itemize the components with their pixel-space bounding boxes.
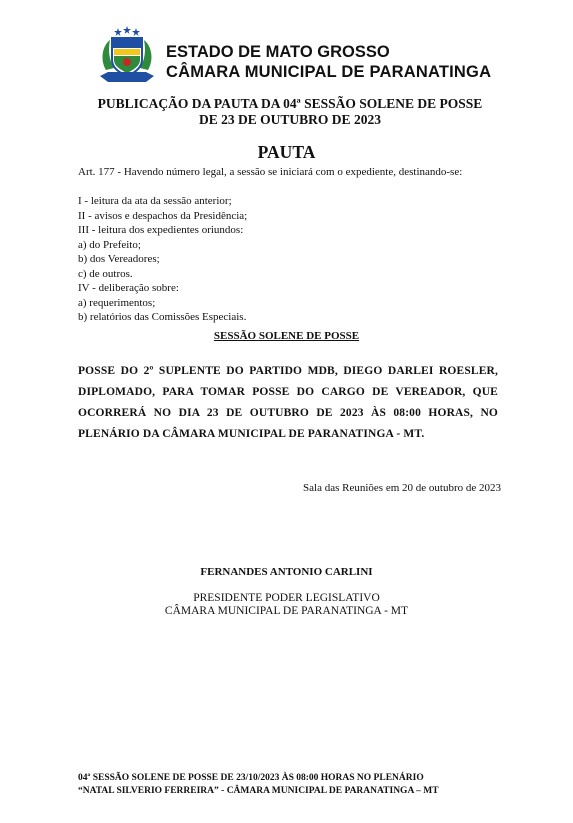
header-state-name: ESTADO DE MATO GROSSO — [166, 43, 390, 61]
list-item: III - leitura dos expedientes oriundos: — [78, 224, 244, 236]
list-item: IV - deliberação sobre: — [78, 282, 179, 294]
footer-line2: “NATAL SILVERIO FERREIRA” - CÂMARA MUNICIPAL DE PARANATINGA – MT — [78, 786, 439, 796]
signer-name: FERNANDES ANTONIO CARLINI — [200, 566, 373, 578]
list-item: a) do Prefeito; — [78, 238, 141, 251]
signer-institution: CÂMARA MUNICIPAL DE PARANATINGA - MT — [164, 605, 409, 617]
signer-role: PRESIDENTE PODER LEGISLATIVO — [193, 592, 380, 604]
list-item: c) de outros. — [78, 267, 133, 280]
header-chamber-name: CÂMARA MUNICIPAL DE PARANATINGA — [166, 63, 492, 81]
list-item: b) relatórios das Comissões Especiais. — [78, 311, 247, 323]
municipal-crest-icon — [96, 26, 158, 86]
agenda-list — [78, 194, 247, 325]
list-item: b) dos Vereadores; — [78, 253, 160, 265]
document-header — [96, 26, 516, 86]
article-text: Art. 177 - Havendo número legal, a sessão se iniciará com o expediente, destinando-se: — [78, 166, 463, 178]
pauta-heading: PAUTA — [257, 142, 316, 162]
list-item: a) requerimentos; — [78, 296, 156, 309]
list-item: I - leitura da ata da sessão anterior; — [78, 195, 232, 207]
footer-line1: 04ª SESSÃO SOLENE DE POSSE DE 23/10/2023 ÀS 08:00 HORAS NO PLENÁRIO — [78, 773, 424, 783]
session-body: POSSE DO 2º SUPLENTE DO PARTIDO MDB, DIEGO DARLEI ROESLER, DIPLOMADO, PARA TOMAR POSSE DO CARGO DE VEREADOR, QUE OCORRERÁ NO DIA 23 DE OUTUBRO DE 2023 ÀS 08:00 HORAS, NO PLENÁRIO DA CÂMARA MUNICIPAL DE PARANATINGA - MT. — [78, 365, 498, 440]
publication-title-line1: PUBLICAÇÃO DA PAUTA DA 04ª SESSÃO SOLENE DE POSSE — [97, 96, 483, 111]
list-item: II - avisos e despachos da Presidência; — [78, 209, 248, 222]
publication-title-line2: DE 23 DE OUTUBRO DE 2023 — [199, 112, 381, 127]
date-line: Sala das Reuniões em 20 de outubro de 2023 — [303, 482, 501, 494]
session-title: SESSÃO SOLENE DE POSSE — [213, 330, 360, 342]
